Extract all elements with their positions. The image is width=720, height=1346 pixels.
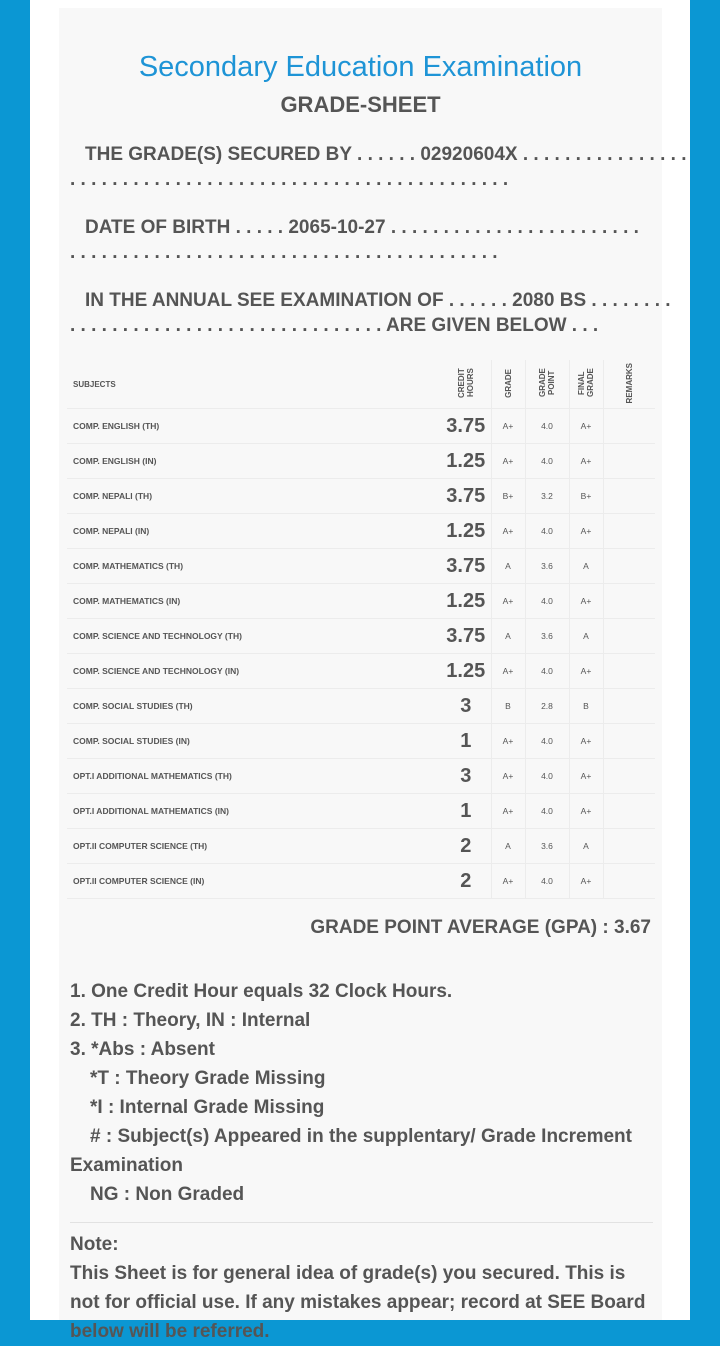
remarks-cell xyxy=(603,864,655,899)
page-title: Secondary Education Examination xyxy=(138,51,583,83)
subject-cell: OPT.I ADDITIONAL MATHEMATICS (TH) xyxy=(67,759,441,794)
final-grade-cell: B+ xyxy=(569,479,603,514)
subject-cell: COMP. NEPALI (TH) xyxy=(67,479,441,514)
subject-cell: COMP. MATHEMATICS (IN) xyxy=(67,584,441,619)
exam-info xyxy=(70,288,671,338)
grade-cell: A+ xyxy=(491,514,525,549)
credit-hours-cell: 3 xyxy=(441,759,491,794)
note-supplementary: # : Subject(s) Appeared in the supplentary/ Grade Increment xyxy=(90,1126,632,1147)
final-grade-cell: A xyxy=(569,619,603,654)
credit-hours-cell: 2 xyxy=(441,829,491,864)
notes-list xyxy=(70,977,655,1209)
subject-cell: COMP. SOCIAL STUDIES (TH) xyxy=(67,689,441,724)
grade-cell: A xyxy=(491,829,525,864)
grade-point-cell: 4.0 xyxy=(525,514,569,549)
dob-line: DATE OF BIRTH . . . . . 2065-10-27 . . . . . . . . . . . . . . . . . . . . . . . . xyxy=(85,217,639,238)
subject-cell: OPT.II COMPUTER SCIENCE (TH) xyxy=(67,829,441,864)
exam-given-below: . . . . . . . . . . . . . . . . . . . . . . . . . . . . . . ARE GIVEN BELOW . . . xyxy=(70,315,599,336)
final-grade-cell: A+ xyxy=(569,514,603,549)
divider xyxy=(70,1222,653,1223)
final-grade-cell: A+ xyxy=(569,794,603,829)
credit-hours-cell: 1.25 xyxy=(441,654,491,689)
note-internal-missing: *I : Internal Grade Missing xyxy=(90,1097,325,1118)
credit-hours-cell: 1.25 xyxy=(441,514,491,549)
grade-point-cell: 3.6 xyxy=(525,619,569,654)
grade-sheet xyxy=(59,8,687,1342)
table-row xyxy=(67,724,655,759)
grade-point-cell: 4.0 xyxy=(525,654,569,689)
final-grade-cell: A xyxy=(569,829,603,864)
page xyxy=(30,0,690,1342)
grade-point-cell: 3.6 xyxy=(525,549,569,584)
final-grade-cell: A+ xyxy=(569,724,603,759)
subject-cell: COMP. SOCIAL STUDIES (IN) xyxy=(67,724,441,759)
final-grade-cell: A+ xyxy=(569,654,603,689)
credit-hours-cell: 1 xyxy=(441,794,491,829)
header-final-grade: FINAL GRADE xyxy=(569,360,603,409)
credit-hours-cell: 3.75 xyxy=(441,619,491,654)
table-header-row xyxy=(67,360,655,409)
grade-point-cell: 4.0 xyxy=(525,584,569,619)
credit-hours-cell: 2 xyxy=(441,864,491,899)
credit-hours-cell: 3.75 xyxy=(441,409,491,444)
table-row xyxy=(67,409,655,444)
remarks-cell xyxy=(603,724,655,759)
subject-cell: OPT.II COMPUTER SCIENCE (IN) xyxy=(67,864,441,899)
page-subtitle: GRADE-SHEET xyxy=(280,92,441,117)
grade-point-cell: 4.0 xyxy=(525,409,569,444)
remarks-cell xyxy=(603,689,655,724)
disclaimer xyxy=(70,1230,655,1346)
note-non-graded: NG : Non Graded xyxy=(90,1184,245,1205)
grade-table xyxy=(67,360,655,899)
final-grade-cell: A+ xyxy=(569,409,603,444)
subject-cell: COMP. MATHEMATICS (TH) xyxy=(67,549,441,584)
table-row xyxy=(67,794,655,829)
gpa-summary: GRADE POINT AVERAGE (GPA) : 3.67 xyxy=(310,917,651,938)
table-row xyxy=(67,444,655,479)
credit-hours-cell: 3 xyxy=(441,689,491,724)
secured-by-dots: . . . . . . . . . . . . . . . . . . . . . . . . . . . . . . . . . . . . . . . . . . xyxy=(70,169,509,190)
secured-by-info xyxy=(70,142,687,192)
grade-cell: A+ xyxy=(491,794,525,829)
secured-by-line: THE GRADE(S) SECURED BY . . . . . . 02920604X . . . . . . . . . . . . . . . . xyxy=(85,144,687,165)
credit-hours-cell: 1 xyxy=(441,724,491,759)
note-1: 1. One Credit Hour equals 32 Clock Hours. xyxy=(70,981,453,1002)
subject-cell: COMP. ENGLISH (IN) xyxy=(67,444,441,479)
grade-point-cell: 3.2 xyxy=(525,479,569,514)
grade-point-cell: 4.0 xyxy=(525,864,569,899)
final-grade-cell: A+ xyxy=(569,444,603,479)
grade-cell: A+ xyxy=(491,654,525,689)
remarks-cell xyxy=(603,549,655,584)
subject-cell: OPT.I ADDITIONAL MATHEMATICS (IN) xyxy=(67,794,441,829)
final-grade-cell: A+ xyxy=(569,864,603,899)
table-row xyxy=(67,864,655,899)
credit-hours-cell: 3.75 xyxy=(441,549,491,584)
remarks-cell xyxy=(603,479,655,514)
remarks-cell xyxy=(603,829,655,864)
final-grade-cell: B xyxy=(569,689,603,724)
table-row xyxy=(67,654,655,689)
table-row xyxy=(67,759,655,794)
dob-dots: . . . . . . . . . . . . . . . . . . . . . . . . . . . . . . . . . . . . . . . . . xyxy=(70,242,498,263)
table-row xyxy=(67,689,655,724)
final-grade-cell: A+ xyxy=(569,759,603,794)
grade-point-cell: 2.8 xyxy=(525,689,569,724)
remarks-cell xyxy=(603,654,655,689)
grade-point-cell: 4.0 xyxy=(525,759,569,794)
table-row xyxy=(67,549,655,584)
disclaimer-text: This Sheet is for general idea of grade(s) you secured. This is not for official use. If any mistakes appear; record at SEE Board below will be referred. xyxy=(70,1263,646,1342)
header-grade-point: GRADE POINT xyxy=(525,360,569,409)
table-row xyxy=(67,829,655,864)
header-grade: GRADE xyxy=(491,360,525,409)
subject-cell: COMP. SCIENCE AND TECHNOLOGY (TH) xyxy=(67,619,441,654)
header-credit-hours: CREDIT HOURS xyxy=(441,360,491,409)
grade-point-cell: 4.0 xyxy=(525,724,569,759)
grade-cell: A+ xyxy=(491,724,525,759)
disclaimer-heading: Note: xyxy=(70,1234,119,1255)
remarks-cell xyxy=(603,759,655,794)
credit-hours-cell: 1.25 xyxy=(441,444,491,479)
grade-point-cell: 3.6 xyxy=(525,829,569,864)
grade-cell: A+ xyxy=(491,759,525,794)
grade-cell: A+ xyxy=(491,444,525,479)
grade-cell: A xyxy=(491,619,525,654)
note-2: 2. TH : Theory, IN : Internal xyxy=(70,1010,311,1031)
grade-cell: A+ xyxy=(491,864,525,899)
remarks-cell xyxy=(603,514,655,549)
grade-point-cell: 4.0 xyxy=(525,444,569,479)
grade-cell: A+ xyxy=(491,409,525,444)
subject-cell: COMP. NEPALI (IN) xyxy=(67,514,441,549)
remarks-cell xyxy=(603,584,655,619)
note-theory-missing: *T : Theory Grade Missing xyxy=(90,1068,326,1089)
grade-cell: B xyxy=(491,689,525,724)
grade-cell: A xyxy=(491,549,525,584)
credit-hours-cell: 3.75 xyxy=(441,479,491,514)
table-row xyxy=(67,479,655,514)
grade-point-cell: 4.0 xyxy=(525,794,569,829)
final-grade-cell: A+ xyxy=(569,584,603,619)
note-3: 3. *Abs : Absent xyxy=(70,1039,215,1060)
grade-cell: A+ xyxy=(491,584,525,619)
subject-cell: COMP. ENGLISH (TH) xyxy=(67,409,441,444)
table-row xyxy=(67,514,655,549)
table-row xyxy=(67,584,655,619)
remarks-cell xyxy=(603,794,655,829)
credit-hours-cell: 1.25 xyxy=(441,584,491,619)
remarks-cell xyxy=(603,619,655,654)
remarks-cell xyxy=(603,409,655,444)
header-subjects: SUBJECTS xyxy=(67,360,441,409)
exam-line: IN THE ANNUAL SEE EXAMINATION OF . . . . . . 2080 BS . . . . . . . . xyxy=(85,290,671,311)
note-supplementary-cont: Examination xyxy=(70,1155,183,1176)
grade-cell: B+ xyxy=(491,479,525,514)
subject-cell: COMP. SCIENCE AND TECHNOLOGY (IN) xyxy=(67,654,441,689)
table-row xyxy=(67,619,655,654)
final-grade-cell: A xyxy=(569,549,603,584)
dob-info xyxy=(70,215,655,265)
remarks-cell xyxy=(603,444,655,479)
header-remarks: REMARKS xyxy=(603,360,655,409)
